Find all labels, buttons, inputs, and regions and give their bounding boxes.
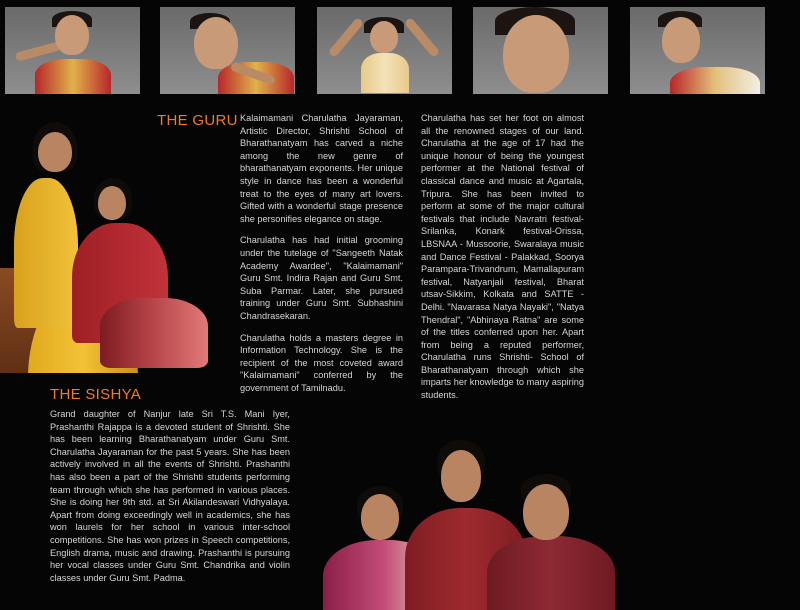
dancer-photo-1 (5, 7, 140, 94)
dancer-photo-4 (473, 7, 608, 94)
guru-paragraph-2: Charulatha has had initial grooming under the tutelage of "Sangeeth Natak Academy Awardee", "Kalaimamani" Guru Smt. Indira Rajan and Guru Smt. Suba Parmar. Later, she pursued training under Guru Smt. Subhashini Chandrasekaran. (240, 235, 403, 321)
guru-paragraph-4: Charulatha has set her foot on almost all the renowned stages of our land. Charulatha at the age of 17 had the unique honour of being the youngest performer at the National festival of classical dance and music at Agartala, Tripura. She has been invited to perform at some of the major cultural festivals that include Navratri festival-Srilanka, Konark festival-Orissa, LBSNAA - Mussoorie, Swaralaya music and Dance Festival - Palakkad, Soorya Parampara-Trivandrum, Mamallapuram festival, Natyanjali festival, Bharat utsav-Sikkim, Kolkata and SATTE - Delhi. "Navarasa Natya Nayaki", "Natya Thendral", "Abhinaya Ratna" are some of the titles conferred upon her. Apart from being a reputed performer, Charulatha runs Shrishti- School of Bharathanatyam through which she imparts her knowledge to many aspiring students. (421, 113, 584, 401)
guru-heading: THE GURU (157, 112, 238, 129)
sishya-text-column (50, 408, 290, 593)
guru-paragraph-1: Kalaimamani Charulatha Jayaraman, Artistic Director, Shrishti School of Bharathanatyam has carved a niche among the new genre of bharathanatyam exponents. Her unique style in dance has been a wonderful treat to the eyes of many art lovers. Gifted with a wonderful stage presence she personifies elegance on stage. (240, 113, 403, 224)
dancer-photo-strip (0, 0, 800, 100)
family-photo (315, 440, 615, 610)
sishya-paragraph: Grand daughter of Nanjur late Sri T.S. Mani Iyer, Prashanthi Rajappa is a devoted student of Shrishti. She has been learning Bharathanatyam under Guru Smt. Charulatha Jayaraman for the past 5 years. She has been actively involved in all the events of Shrishti. Prashanthi has also been a part of the Shrishti students performing team through which she has performed in various places. She is doing her 9th std. at Sri Akilandeswari Vidhyalaya. Apart from doing exceedingly well in academics, she has won laurels for her school in various inter-school competitions. She has won prizes in Speech competitions, English drama, music and drawing. Prashanthi is pursuing her vocal classes under Guru Smt. Chandrika and violin classes under Guru Smt. Padma. (50, 409, 290, 583)
guru-sishya-photo (0, 118, 210, 373)
dancer-photo-2 (160, 7, 295, 94)
dancer-photo-5 (630, 7, 765, 94)
guru-paragraph-3: Charulatha holds a masters degree in Information Technology. She is the recipient of the most coveted award "Kalaimamani" conferred by the government of Tamilnadu. (240, 332, 403, 393)
guru-text-column-2 (421, 112, 584, 411)
sishya-heading: THE SISHYA (50, 386, 142, 403)
guru-text-column-1 (240, 112, 403, 403)
dancer-photo-3 (317, 7, 452, 94)
